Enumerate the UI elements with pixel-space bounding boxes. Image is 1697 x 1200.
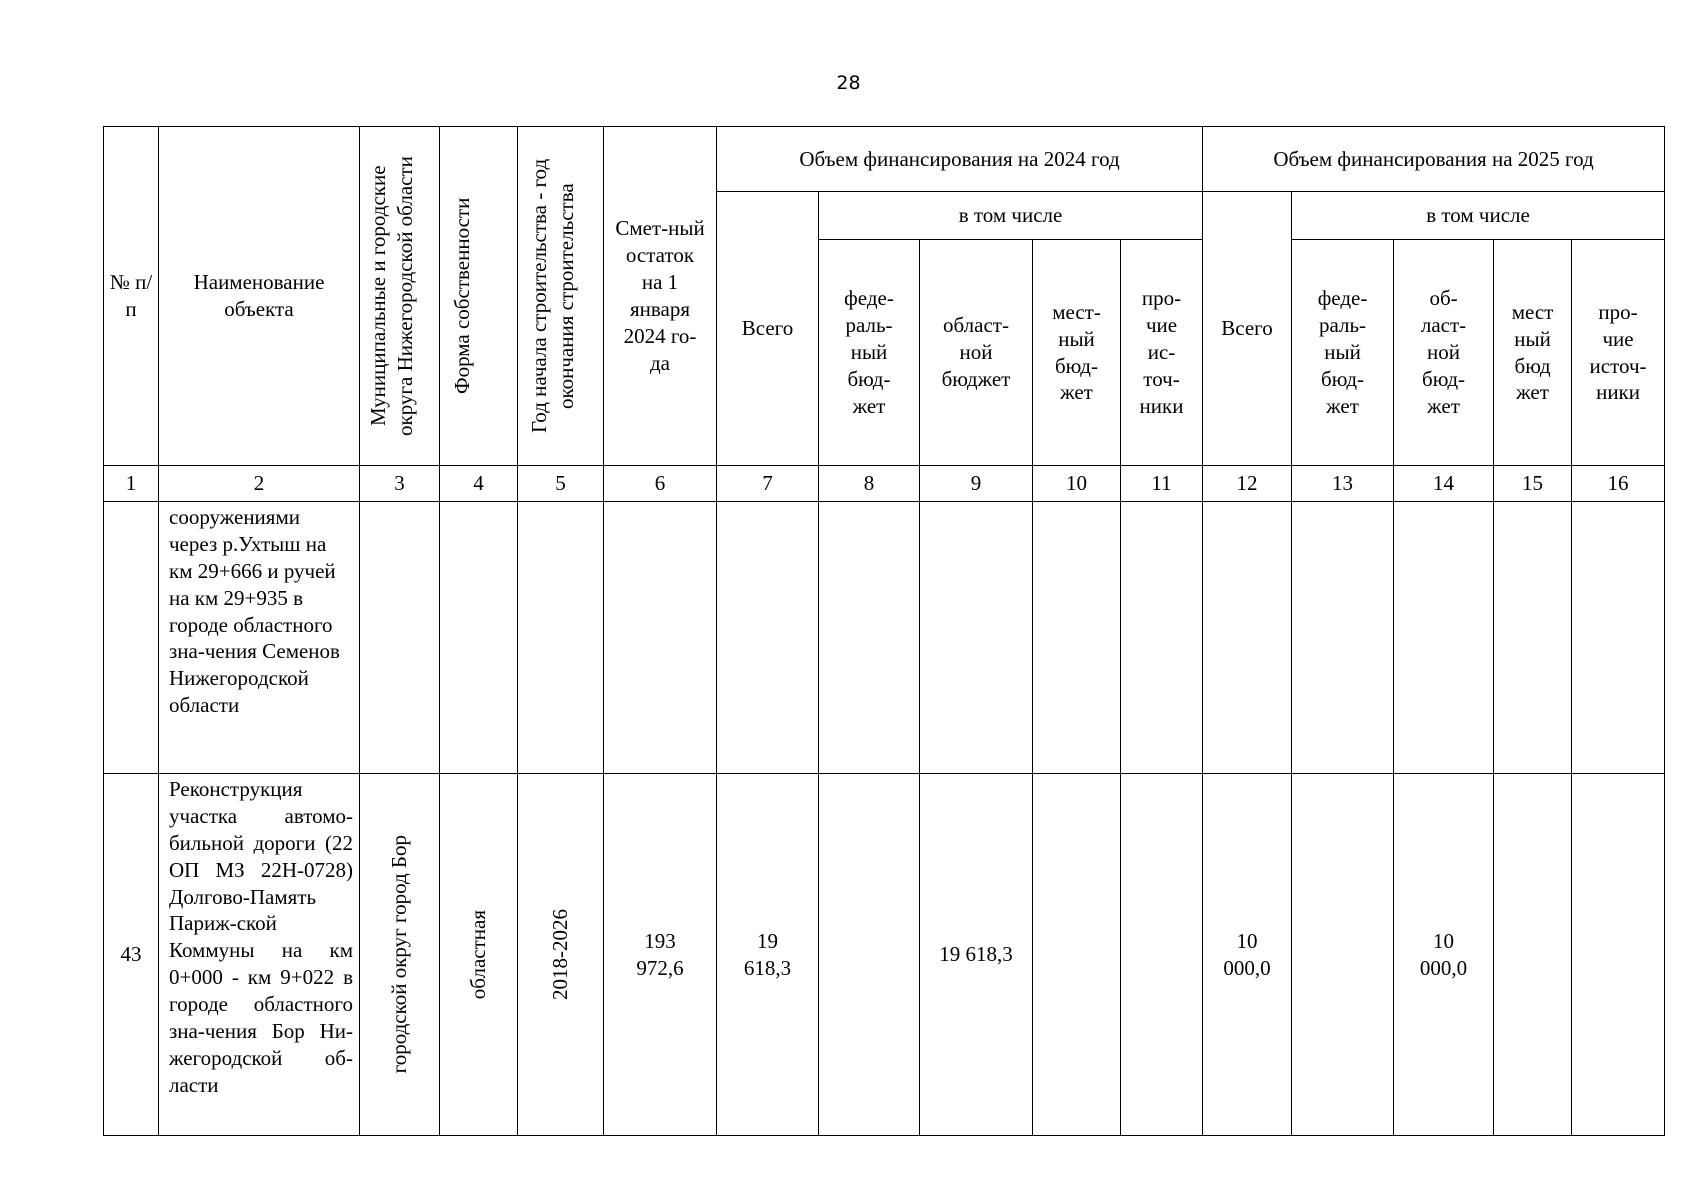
ownership-text: областная bbox=[466, 909, 491, 1000]
total-2024-value: 19 618,3 bbox=[743, 928, 792, 980]
cell bbox=[1394, 502, 1494, 774]
header-num: № п/п bbox=[104, 127, 159, 466]
header-reg-2024 bbox=[920, 240, 1033, 466]
cell bbox=[518, 502, 604, 774]
cell bbox=[1494, 774, 1572, 1136]
header-including-2025: в том числе bbox=[1292, 192, 1665, 240]
cell bbox=[819, 774, 920, 1136]
cell bbox=[1292, 502, 1394, 774]
header-loc-2024 bbox=[1033, 240, 1121, 466]
column-number: 3 bbox=[360, 466, 440, 502]
column-number-row bbox=[104, 466, 1665, 502]
header-balance bbox=[604, 127, 717, 466]
header-group-2025: Объем финансирования на 2025 год bbox=[1203, 127, 1665, 192]
header-loc-2025 bbox=[1494, 240, 1572, 466]
cell bbox=[1572, 502, 1665, 774]
column-number: 6 bbox=[604, 466, 717, 502]
reg-2025-cell bbox=[1394, 774, 1494, 1136]
header-municipal bbox=[360, 127, 440, 466]
table-row bbox=[104, 774, 1665, 1136]
header-name: Наименование объекта bbox=[159, 127, 360, 466]
header-oth-2024 bbox=[1121, 240, 1203, 466]
cell bbox=[1121, 502, 1203, 774]
header-ownership-text: Форма собственности bbox=[449, 197, 474, 395]
row-num-cell bbox=[104, 502, 159, 774]
header-oth-2025-text: про-чие источ-ники bbox=[1589, 299, 1647, 405]
header-reg-2025 bbox=[1394, 240, 1494, 466]
header-balance-text: Смет-ный остаток на 1 января 2024 го-да bbox=[615, 216, 705, 375]
header-oth-2025 bbox=[1572, 240, 1665, 466]
cell bbox=[1494, 502, 1572, 774]
cell bbox=[360, 502, 440, 774]
years-text: 2018-2026 bbox=[548, 909, 573, 1000]
column-number: 1 bbox=[104, 466, 159, 502]
column-number: 7 bbox=[717, 466, 819, 502]
header-fed-2025 bbox=[1292, 240, 1394, 466]
header-fed-2025-text: феде-раль-ный бюд-жет bbox=[1317, 286, 1368, 418]
cell bbox=[1121, 774, 1203, 1136]
header-loc-2025-text: мест ный бюд жет bbox=[1511, 299, 1554, 405]
column-number: 15 bbox=[1494, 466, 1572, 502]
cell bbox=[440, 502, 518, 774]
total-2025-value: 10 000,0 bbox=[1223, 928, 1271, 980]
header-total-2025: Всего bbox=[1203, 192, 1292, 466]
page-number: 28 bbox=[836, 72, 861, 94]
header-years-text: Год начала строительства - год окончания строительства bbox=[526, 158, 578, 434]
column-number: 2 bbox=[159, 466, 360, 502]
column-number: 5 bbox=[518, 466, 604, 502]
header-years bbox=[518, 127, 604, 466]
header-total-2024: Всего bbox=[717, 192, 819, 466]
cell bbox=[1033, 774, 1121, 1136]
header-ownership bbox=[440, 127, 518, 466]
column-number: 16 bbox=[1572, 466, 1665, 502]
reg-2025-value: 10 000,0 bbox=[1419, 928, 1468, 980]
cell bbox=[1203, 502, 1292, 774]
header-reg-2024-text: област-ной бюджет bbox=[941, 313, 1011, 391]
column-number: 9 bbox=[920, 466, 1033, 502]
ownership-cell bbox=[440, 774, 518, 1136]
balance-cell bbox=[604, 774, 717, 1136]
row-name-cell bbox=[159, 502, 360, 774]
total-2025-cell bbox=[1203, 774, 1292, 1136]
cell bbox=[920, 502, 1033, 774]
cell bbox=[717, 502, 819, 774]
cell bbox=[819, 502, 920, 774]
header-municipal-text: Муниципальные и городские округа Нижегородской области bbox=[365, 156, 417, 436]
column-number: 8 bbox=[819, 466, 920, 502]
balance-value: 193 972,6 bbox=[636, 928, 684, 980]
years-cell bbox=[518, 774, 604, 1136]
cell bbox=[604, 502, 717, 774]
total-2024-cell bbox=[717, 774, 819, 1136]
cell bbox=[1033, 502, 1121, 774]
row-num: 43 bbox=[104, 774, 159, 1136]
financing-table bbox=[103, 126, 1665, 1136]
cell bbox=[1572, 774, 1665, 1136]
municipal-cell bbox=[360, 774, 440, 1136]
column-number: 11 bbox=[1121, 466, 1203, 502]
reg-2024-value: 19 618,3 bbox=[920, 774, 1033, 1136]
column-number: 14 bbox=[1394, 466, 1494, 502]
header-fed-2024 bbox=[819, 240, 920, 466]
column-number: 4 bbox=[440, 466, 518, 502]
column-number: 10 bbox=[1033, 466, 1121, 502]
object-name: Реконструкция участка автомо-бильной дороги (22 ОП МЗ 22Н-0728) Долгово-Память Париж-ской Коммуны на км 0+000 - км 9+022 в городе областного зна-чения Бор Ни-жегородской об-ласти bbox=[169, 777, 353, 1097]
header-fed-2024-text: феде-раль-ный бюд-жет bbox=[844, 286, 894, 418]
column-number: 13 bbox=[1292, 466, 1394, 502]
object-name: сооружениями через р.Ухтыш на км 29+666 и ручей на км 29+935 в городе областного зна-чения Семенов Нижегородской области bbox=[169, 505, 340, 718]
header-including-2024: в том числе bbox=[819, 192, 1203, 240]
table-row bbox=[104, 502, 1665, 774]
header-reg-2025-text: об-ласт-ной бюд-жет bbox=[1420, 286, 1467, 418]
row-name-cell bbox=[159, 774, 360, 1136]
column-number: 12 bbox=[1203, 466, 1292, 502]
header-loc-2024-text: мест-ный бюд-жет bbox=[1052, 299, 1101, 405]
municipal-text: городской округ город Бор bbox=[387, 835, 412, 1074]
header-oth-2024-text: про-чие ис-точ-ники bbox=[1139, 286, 1184, 418]
header-group-2024: Объем финансирования на 2024 год bbox=[717, 127, 1203, 192]
cell bbox=[1292, 774, 1394, 1136]
